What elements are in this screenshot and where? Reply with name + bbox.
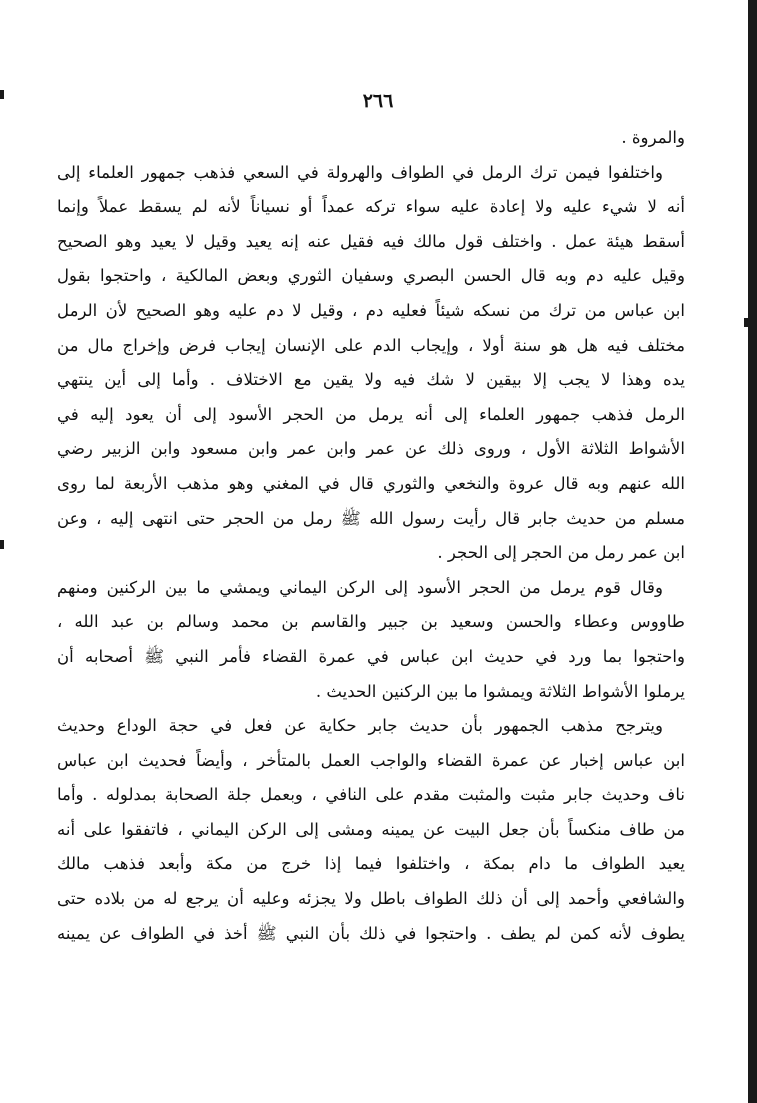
text-line: يرملوا الأشواط الثلاثة ويمشوا ما بين الركنين الحديث . (315, 681, 685, 701)
margin-mark (0, 540, 4, 549)
text-line: الرمل فذهب جمهور العلماء إلى أنه يرمل من الحجر الأسود إلى أن يعود إليه في (57, 404, 685, 424)
text-line: الله عنهم وبه قال عروة والنخعي والثوري قال في المغني وهو مذهب الأربعة لما روى (57, 473, 685, 493)
text-line: ابن عمر رمل من الحجر إلى الحجر . (437, 543, 685, 563)
text-line: أنه لا شيء عليه ولا إعادة عليه سواء تركه عمداً أو نسياناً لأنه لم يسقط عملاً وإنما (57, 197, 685, 217)
scan-edge (748, 0, 757, 1103)
text-line: ويترجح مذهب الجمهور بأن حديث جابر حكاية عن فعل في حجة الوداع وحديث (57, 716, 663, 736)
text-line: والمروة . (621, 128, 685, 147)
page-number: ٢٦٦ (362, 90, 394, 112)
text-line: أسقط هيئة عمل . واختلف قول مالك فيه فقيل عنه إنه يعيد وقيل لا يعيد وهو الصحيح (57, 231, 685, 251)
text-line: يطوف لأنه كمن لم يطف . واحتجوا في ذلك بأن النبي ﷺ أخذ في الطواف عن يمينه (57, 923, 685, 943)
text-line: وقيل عليه دم وبه قال الحسن البصري وسفيان الثوري وبعض المالكية ، واحتجوا بقول (57, 266, 685, 286)
text-line: ناف وحديث جابر مثبت والمثبت مقدم على النافي ، وبعمل جلة الصحابة بمدلوله . وأما (57, 785, 685, 805)
margin-mark (744, 318, 748, 327)
text-line: واحتجوا بما ورد في حديث ابن عباس في عمرة القضاء فأمر النبي ﷺ أصحابه أن (57, 646, 685, 666)
text-line: ابن عباس إخبار عن عمرة القضاء والواجب العمل بالمتأخر ، وأيضاً فحديث ابن عباس (57, 750, 685, 770)
text-line: من طاف منكساً بأن جعل البيت عن يمينه ومشى إلى الركن اليماني ، فاتفقوا على أنه (57, 819, 685, 839)
text-line: طاووس وعطاء والحسن وسعيد بن جبير والقاسم بن محمد وسالم بن عبد الله ، (57, 612, 685, 632)
text-line: مختلف فيه هل هو سنة أولا ، وإيجاب الدم على الإنسان إيجاب فرض وإخراج مال من (57, 335, 685, 355)
text-line: يده وهذا لا يجب إلا بيقين لا شك فيه ولا يقين مع الاختلاف . وأما إلى أين ينتهي (57, 370, 685, 390)
text-line: وقال قوم يرمل من الحجر الأسود إلى الركن اليماني ويمشي ما بين الركنين ومنهم (57, 577, 663, 597)
text-line: ابن عباس من ترك من نسكه شيئاً فعليه دم ، وقيل لا دم عليه وهو الصحيح لأن الرمل (57, 300, 685, 320)
text-line: واختلفوا فيمن ترك الرمل في الطواف والهرولة في السعي فذهب جمهور العلماء إلى (57, 162, 663, 182)
text-line: يعيد الطواف ما دام بمكة ، واختلفوا فيما إذا خرج من مكة وأبعد فذهب مالك (57, 854, 685, 874)
text-line: الأشواط الثلاثة الأول ، وروى ذلك عن عمر وابن عمر وابن مسعود وابن الزبير رضي (57, 439, 685, 459)
text-line: مسلم من حديث جابر قال رأيت رسول الله ﷺ رمل من الحجر حتى انتهى إليه ، وعن (57, 508, 685, 528)
margin-mark (0, 90, 4, 99)
page-text (57, 121, 685, 951)
text-line: والشافعي وأحمد إلى أن ذلك الطواف باطل ولا يجزئه وعليه أن يرجع له من بلاده حتى (57, 889, 685, 909)
